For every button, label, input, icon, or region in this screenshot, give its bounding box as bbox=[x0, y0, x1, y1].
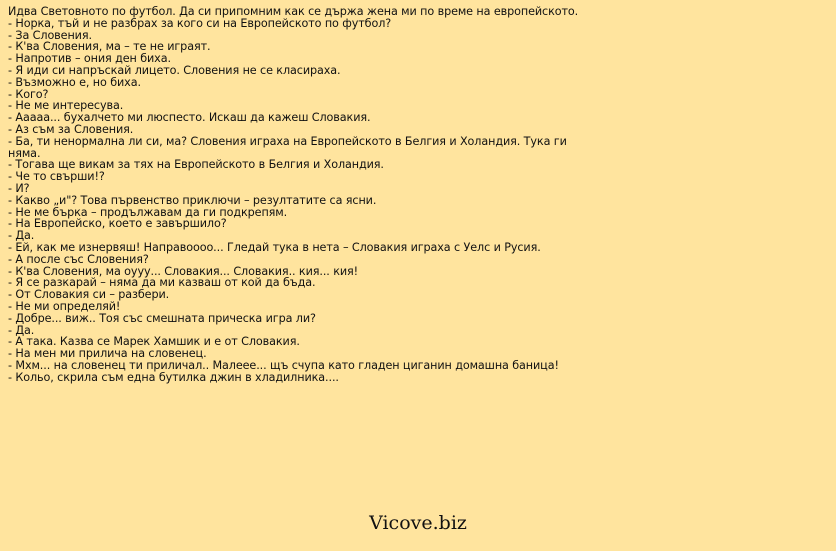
joke-line: - Я се разкарай – няма да ми казваш от кой да бъда. bbox=[8, 276, 316, 290]
joke-line: - От Словакия си – разбери. bbox=[8, 288, 170, 302]
joke-line: - И? bbox=[8, 181, 30, 195]
joke-line: Идва Световното по футбол. Да си припомним как се държа жена ми по време на европейското. bbox=[8, 5, 579, 18]
joke-line: - Не ми определяй! bbox=[8, 299, 121, 313]
joke-line: - На Европейско, което е завършило? bbox=[8, 217, 227, 231]
joke-line: - Че то свърши!? bbox=[8, 170, 105, 184]
joke-line: - За Словения. bbox=[8, 28, 92, 42]
joke-line: - Аз съм за Словения. bbox=[8, 122, 134, 136]
joke-line: - Мхм... на словенец ти приличал.. Малеее... щъ счупа като гладен циганин домашна баница! bbox=[8, 358, 559, 372]
joke-line: - Тогава ще викам за тях на Европейското в Белгия и Холандия. bbox=[8, 158, 384, 172]
joke-line: - Напротив – ония ден биха. bbox=[8, 52, 171, 66]
joke-line: - Възможно е, но биха. bbox=[8, 75, 141, 89]
site-name: Vicove.biz bbox=[369, 512, 467, 534]
joke-line: - Да. bbox=[8, 323, 35, 337]
joke-line: - Да. bbox=[8, 229, 35, 243]
joke-line: - Добре... виж.. Тоя със смешната прическа игра ли? bbox=[8, 311, 316, 325]
joke-line: - Кого? bbox=[8, 87, 49, 101]
joke-line: - А после със Словения? bbox=[8, 252, 149, 266]
joke-line: - Ей, как ме изнервяш! Направоооо... Гледай тука в нета – Словакия играха с Уелс и Русия. bbox=[8, 240, 541, 254]
joke-line: - Норка, тъй и не разбрах за кого си на Европейското по футбол? bbox=[8, 16, 392, 30]
joke-text bbox=[8, 6, 580, 384]
joke-line: - Я иди си напръскай лицето. Словения не се класираха. bbox=[8, 63, 341, 77]
joke-line: - А така. Казва се Марек Хамшик и е от Словакия. bbox=[8, 335, 300, 349]
joke-line: - Ба, ти ненормална ли си, ма? Словения играха на Европейското в Белгия и Холандия. Тука ги няма. bbox=[8, 134, 567, 160]
joke-line: - К'ва Словения, ма оууу... Словакия... Словакия.. кия... кия! bbox=[8, 264, 359, 278]
joke-line: - Не ме интересува. bbox=[8, 99, 124, 113]
joke-line: - Кольо, скрила съм една бутилка джин в хладилника.... bbox=[8, 370, 339, 384]
joke-line: - К'ва Словения, ма – те не играят. bbox=[8, 40, 211, 54]
joke-line: - Ааааа... бухалчето ми люспесто. Искаш да кажеш Словакия. bbox=[8, 111, 371, 125]
joke-line: - На мен ми прилича на словенец. bbox=[8, 347, 207, 361]
joke-line: - Не ме бърка – продължавам да ги подкрепям. bbox=[8, 205, 288, 219]
joke-line: - Какво „и"? Това първенство приключи – резултатите са ясни. bbox=[8, 193, 377, 207]
